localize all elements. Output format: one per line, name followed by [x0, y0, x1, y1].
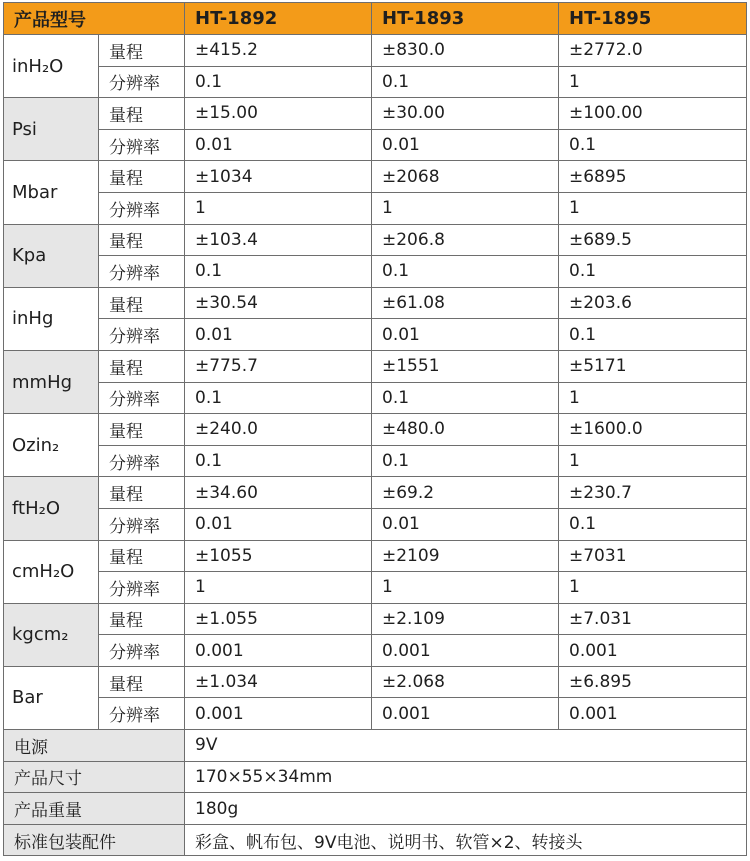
resolution-value: 0.01 [185, 319, 372, 351]
spec-value: 170×55×34mm [185, 761, 747, 793]
range-value: ±2.109 [372, 603, 559, 635]
range-value: ±1034 [185, 161, 372, 193]
range-value: ±1.034 [185, 666, 372, 698]
table-row [4, 287, 747, 319]
spec-label: 标准包装配件 [4, 824, 185, 856]
spec-row-weight [4, 793, 747, 825]
resolution-label: 分辨率 [99, 382, 185, 414]
range-label: 量程 [99, 540, 185, 572]
resolution-value: 0.1 [559, 319, 747, 351]
range-value: ±1600.0 [559, 414, 747, 446]
range-value: ±2772.0 [559, 35, 747, 67]
resolution-value: 0.1 [559, 256, 747, 288]
resolution-label: 分辨率 [99, 508, 185, 540]
unit-label: Bar [4, 666, 99, 729]
range-label: 量程 [99, 603, 185, 635]
header-row [4, 3, 747, 35]
resolution-label: 分辨率 [99, 129, 185, 161]
resolution-value: 0.1 [185, 256, 372, 288]
resolution-value: 0.1 [372, 382, 559, 414]
spec-table-body [4, 730, 747, 856]
table-row [4, 66, 747, 98]
range-label: 量程 [99, 287, 185, 319]
resolution-value: 0.01 [372, 129, 559, 161]
range-value: ±480.0 [372, 414, 559, 446]
table-row [4, 256, 747, 288]
spec-label: 产品尺寸 [4, 761, 185, 793]
table-row [4, 98, 747, 130]
table-row [4, 603, 747, 635]
model-ht-1895: HT-1895 [559, 3, 747, 35]
resolution-value: 0.1 [372, 445, 559, 477]
resolution-value: 0.1 [559, 508, 747, 540]
resolution-value: 1 [185, 572, 372, 604]
range-value: ±5171 [559, 350, 747, 382]
range-label: 量程 [99, 477, 185, 509]
resolution-label: 分辨率 [99, 192, 185, 224]
spec-value: 彩盒、帆布包、9V电池、说明书、软管×2、转接头 [185, 824, 747, 856]
range-label: 量程 [99, 224, 185, 256]
resolution-value: 0.001 [185, 698, 372, 730]
range-value: ±7031 [559, 540, 747, 572]
range-value: ±415.2 [185, 35, 372, 67]
range-value: ±103.4 [185, 224, 372, 256]
range-label: 量程 [99, 350, 185, 382]
table-row [4, 35, 747, 67]
table-row [4, 319, 747, 351]
table-row [4, 350, 747, 382]
unit-label: inH₂O [4, 35, 99, 98]
resolution-value: 0.001 [559, 635, 747, 667]
table-row [4, 698, 747, 730]
spec-label: 电源 [4, 730, 185, 762]
table-row [4, 161, 747, 193]
table-row [4, 540, 747, 572]
resolution-label: 分辨率 [99, 445, 185, 477]
table-row [4, 224, 747, 256]
unit-label: ftH₂O [4, 477, 99, 540]
resolution-value: 0.1 [372, 66, 559, 98]
range-value: ±689.5 [559, 224, 747, 256]
model-ht-1892: HT-1892 [185, 3, 372, 35]
table-row [4, 508, 747, 540]
unit-label: Psi [4, 98, 99, 161]
resolution-value: 1 [559, 572, 747, 604]
table-row [4, 666, 747, 698]
table-row [4, 572, 747, 604]
resolution-value: 0.1 [185, 382, 372, 414]
header-model-label: 产品型号 [4, 3, 185, 35]
spec-value: 180g [185, 793, 747, 825]
resolution-value: 0.001 [559, 698, 747, 730]
table-row [4, 129, 747, 161]
table-row [4, 477, 747, 509]
resolution-value: 0.1 [185, 445, 372, 477]
table-row [4, 382, 747, 414]
range-value: ±61.08 [372, 287, 559, 319]
range-value: ±15.00 [185, 98, 372, 130]
range-value: ±2068 [372, 161, 559, 193]
resolution-label: 分辨率 [99, 635, 185, 667]
range-value: ±6895 [559, 161, 747, 193]
resolution-value: 0.001 [372, 698, 559, 730]
range-value: ±1055 [185, 540, 372, 572]
table-row [4, 635, 747, 667]
range-value: ±100.00 [559, 98, 747, 130]
resolution-label: 分辨率 [99, 319, 185, 351]
unit-label: Kpa [4, 224, 99, 287]
resolution-value: 0.001 [185, 635, 372, 667]
table-row [4, 192, 747, 224]
resolution-label: 分辨率 [99, 572, 185, 604]
resolution-label: 分辨率 [99, 698, 185, 730]
unit-label: kgcm₂ [4, 603, 99, 666]
resolution-value: 0.01 [372, 319, 559, 351]
resolution-value: 0.01 [185, 129, 372, 161]
spec-row-accessories [4, 824, 747, 856]
range-value: ±6.895 [559, 666, 747, 698]
resolution-value: 0.1 [559, 129, 747, 161]
range-value: ±206.8 [372, 224, 559, 256]
resolution-value: 1 [559, 66, 747, 98]
range-value: ±30.54 [185, 287, 372, 319]
range-value: ±69.2 [372, 477, 559, 509]
range-value: ±2109 [372, 540, 559, 572]
resolution-value: 1 [559, 192, 747, 224]
range-label: 量程 [99, 161, 185, 193]
unit-label: cmH₂O [4, 540, 99, 603]
resolution-value: 0.01 [185, 508, 372, 540]
model-ht-1893: HT-1893 [372, 3, 559, 35]
range-value: ±2.068 [372, 666, 559, 698]
unit-label: Mbar [4, 161, 99, 224]
resolution-label: 分辨率 [99, 256, 185, 288]
spec-label: 产品重量 [4, 793, 185, 825]
range-label: 量程 [99, 414, 185, 446]
resolution-value: 0.01 [372, 508, 559, 540]
resolution-value: 1 [372, 192, 559, 224]
resolution-value: 1 [559, 382, 747, 414]
range-value: ±7.031 [559, 603, 747, 635]
spec-table [3, 2, 747, 856]
range-value: ±1551 [372, 350, 559, 382]
resolution-label: 分辨率 [99, 66, 185, 98]
range-value: ±830.0 [372, 35, 559, 67]
spec-row-dimensions [4, 761, 747, 793]
range-value: ±775.7 [185, 350, 372, 382]
resolution-value: 0.001 [372, 635, 559, 667]
spec-row-power [4, 730, 747, 762]
resolution-value: 1 [185, 192, 372, 224]
unit-label: mmHg [4, 350, 99, 413]
range-value: ±240.0 [185, 414, 372, 446]
range-value: ±1.055 [185, 603, 372, 635]
unit-table-body [4, 35, 747, 730]
resolution-value: 1 [372, 572, 559, 604]
resolution-value: 1 [559, 445, 747, 477]
table-row [4, 445, 747, 477]
range-value: ±34.60 [185, 477, 372, 509]
range-value: ±203.6 [559, 287, 747, 319]
resolution-value: 0.1 [185, 66, 372, 98]
range-value: ±30.00 [372, 98, 559, 130]
resolution-value: 0.1 [372, 256, 559, 288]
range-label: 量程 [99, 666, 185, 698]
range-label: 量程 [99, 98, 185, 130]
unit-label: inHg [4, 287, 99, 350]
range-value: ±230.7 [559, 477, 747, 509]
spec-value: 9V [185, 730, 747, 762]
unit-label: Ozin₂ [4, 414, 99, 477]
range-label: 量程 [99, 35, 185, 67]
table-row [4, 414, 747, 446]
